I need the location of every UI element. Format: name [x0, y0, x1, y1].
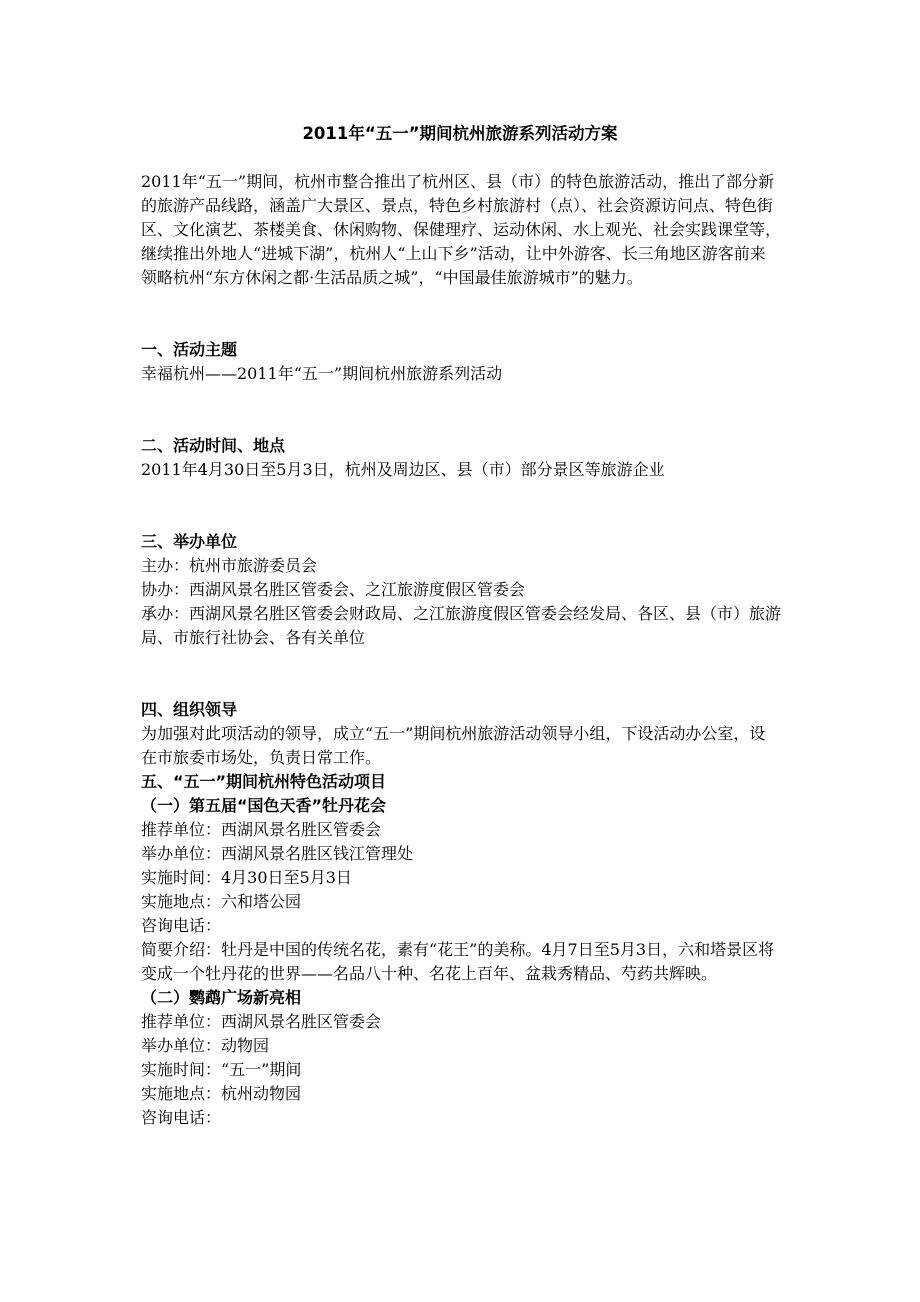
- summary-paragraph: 简要介绍：牡丹是中国的传统名花，素有“花王”的美称。4月7日至5月3日，六和塔景区将变成一个牡丹花的世界——名品八十种、名花上百年、盆栽秀精品、芍药共辉映。: [141, 940, 775, 983]
- spacer: [141, 290, 781, 338]
- host-line: 主办：杭州市旅游委员会: [141, 556, 318, 575]
- project-heading: （二）鹦鹉广场新亮相: [141, 988, 302, 1007]
- section-organizers: [141, 530, 781, 650]
- section-text: 2011年4月30日至5月3日，杭州及周边区、县（市）部分景区等旅游企业: [141, 460, 665, 479]
- intro-paragraph: 2011年“五一”期间，杭州市整合推出了杭州区、县（市）的特色旅游活动，推出了部分新的旅游产品线路，涵盖广大景区、景点，特色乡村旅游村（点）、社会资源访问点、特色街区、文化演艺、茶楼美食、休闲购物、保健理疗、运动休闲、水上观光、社会实践课堂等，继续推出外地人“进城下湖”，杭州人“上山下乡”活动，让中外游客、长三角地区游客前来领略杭州“东方休闲之都·生活品质之城”，“中国最佳旅游城市”的魅力。: [141, 172, 782, 287]
- co-host-line: 协办：西湖风景名胜区管委会、之江旅游度假区管委会: [141, 580, 526, 599]
- section-text: 幸福杭州——2011年“五一”期间杭州旅游系列活动: [141, 364, 503, 383]
- spacer: [141, 386, 781, 434]
- project-heading: （一）第五届“国色天香”牡丹花会: [141, 796, 387, 815]
- time-line: 实施时间：“五一”期间: [141, 1060, 302, 1079]
- time-line: 实施时间：4月30日至5月3日: [141, 868, 352, 887]
- undertaker-line: 承办：西湖风景名胜区管委会财政局、之江旅游度假区管委会经发局、各区、县（市）旅游局、市旅行社协会、各有关单位: [141, 604, 782, 647]
- phone-line: 咨询电话：: [141, 1108, 222, 1127]
- recommender-line: 推荐单位：西湖风景名胜区管委会: [141, 1012, 382, 1031]
- organizer-line: 举办单位：西湖风景名胜区钱江管理处: [141, 844, 414, 863]
- section-time-place: [141, 434, 781, 482]
- phone-line: 咨询电话：: [141, 916, 222, 935]
- project-item: [141, 794, 781, 986]
- document-title: 2011年“五一”期间杭州旅游系列活动方案: [302, 124, 618, 143]
- spacer: [141, 482, 781, 530]
- section-heading: 二、活动时间、地点: [141, 436, 286, 455]
- recommender-line: 推荐单位：西湖风景名胜区管委会: [141, 820, 382, 839]
- organizer-line: 举办单位：动物园: [141, 1036, 270, 1055]
- location-line: 实施地点：六和塔公园: [141, 892, 302, 911]
- section-text: 为加强对此项活动的领导，成立“五一”期间杭州旅游活动领导小组，下设活动办公室，设在市旅委市场处，负责日常工作。: [141, 724, 766, 767]
- location-line: 实施地点：杭州动物园: [141, 1084, 302, 1103]
- section-heading: 五、“五一”期间杭州特色活动项目: [141, 772, 387, 791]
- section-projects: [141, 770, 781, 1130]
- spacer: [141, 650, 781, 698]
- project-item: [141, 986, 781, 1130]
- section-leadership: [141, 698, 781, 770]
- document-body: [141, 170, 781, 1130]
- section-heading: 一、活动主题: [141, 340, 238, 359]
- section-heading: 四、组织领导: [141, 700, 238, 719]
- section-theme: [141, 338, 781, 386]
- section-heading: 三、举办单位: [141, 532, 238, 551]
